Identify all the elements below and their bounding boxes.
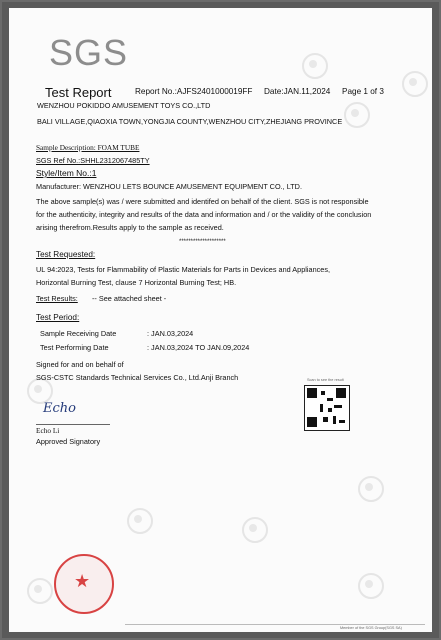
watermark-icon (242, 517, 268, 543)
watermark-icon (127, 508, 153, 534)
test-requested-heading: Test Requested: (36, 250, 96, 259)
disclaimer-line: The above sample(s) was / were submitted and identifed on behalf of the client. SGS is not responsible (36, 197, 369, 206)
page-indicator: Page 1 of 3 (342, 87, 384, 96)
watermark-icon (27, 578, 53, 604)
sgs-ref-no: SGS Ref No.:SHHL2312067485TY (36, 156, 150, 165)
red-seal-stamp: ★ (54, 554, 114, 614)
signed-company: SGS-CSTC Standards Technical Services Co., Ltd.Anji Branch (36, 373, 239, 382)
manufacturer: Manufacturer: WENZHOU LETS BOUNCE AMUSEMENT EQUIPMENT CO., LTD. (36, 182, 302, 191)
footer-member: Member of the SGS Group(SGS SA) (340, 626, 402, 630)
signature: Echo (43, 401, 76, 416)
qr-caption: Scan to see the result (307, 378, 344, 382)
sgs-logo: SGS (49, 32, 129, 73)
test-period-value: : JAN.03,2024 TO JAN.09,2024 (147, 343, 250, 352)
signature-line (36, 424, 110, 425)
test-results-heading: Test Results: (36, 294, 78, 303)
signatory-role: Approved Signatory (36, 437, 101, 446)
qr-code[interactable] (304, 385, 350, 431)
watermark-icon (358, 476, 384, 502)
separator: ******************** (179, 239, 226, 245)
client-name: WENZHOU POKIDDO AMUSEMENT TOYS CO.,LTD (37, 101, 211, 110)
report-page (9, 8, 432, 632)
test-period-label: Test Performing Date (40, 343, 109, 352)
watermark-icon (344, 102, 370, 128)
watermark-icon (358, 573, 384, 599)
test-results-value: -- See attached sheet - (92, 294, 167, 303)
test-period-value: : JAN.03,2024 (147, 329, 194, 338)
disclaimer-line: for the authenticity, integrity and results of the data and information and / or the validity of the conclusion (36, 210, 372, 219)
watermark-icon (402, 71, 428, 97)
test-requested-line: Horizontal Burning Test, clause 7 Horizontal Burning Test; HB. (36, 278, 237, 287)
test-requested-line: UL 94:2023, Tests for Flammability of Plastic Materials for Parts in Devices and Appliances, (36, 265, 331, 274)
sample-description: Sample Description: FOAM TUBE (36, 143, 140, 152)
style-item-no: Style/Item No.:1 (36, 168, 97, 178)
report-number: Report No.:AJFS2401000019FF (135, 87, 253, 96)
footer-rule (125, 624, 425, 625)
report-date: Date:JAN.11,2024 (264, 87, 331, 96)
watermark-icon (302, 53, 328, 79)
signed-line: Signed for and on behalf of (36, 360, 124, 369)
signatory-name: Echo Li (36, 426, 60, 435)
test-period-heading: Test Period: (36, 313, 80, 322)
test-period-label: Sample Receiving Date (40, 329, 117, 338)
report-title: Test Report (45, 85, 112, 100)
client-address: BALI VILLAGE,QIAOXIA TOWN,YONGJIA COUNTY,WENZHOU CITY,ZHEJIANG PROVINCE (37, 117, 343, 126)
disclaimer-line: arising therefrom.Results apply to the sample as received. (36, 223, 224, 232)
